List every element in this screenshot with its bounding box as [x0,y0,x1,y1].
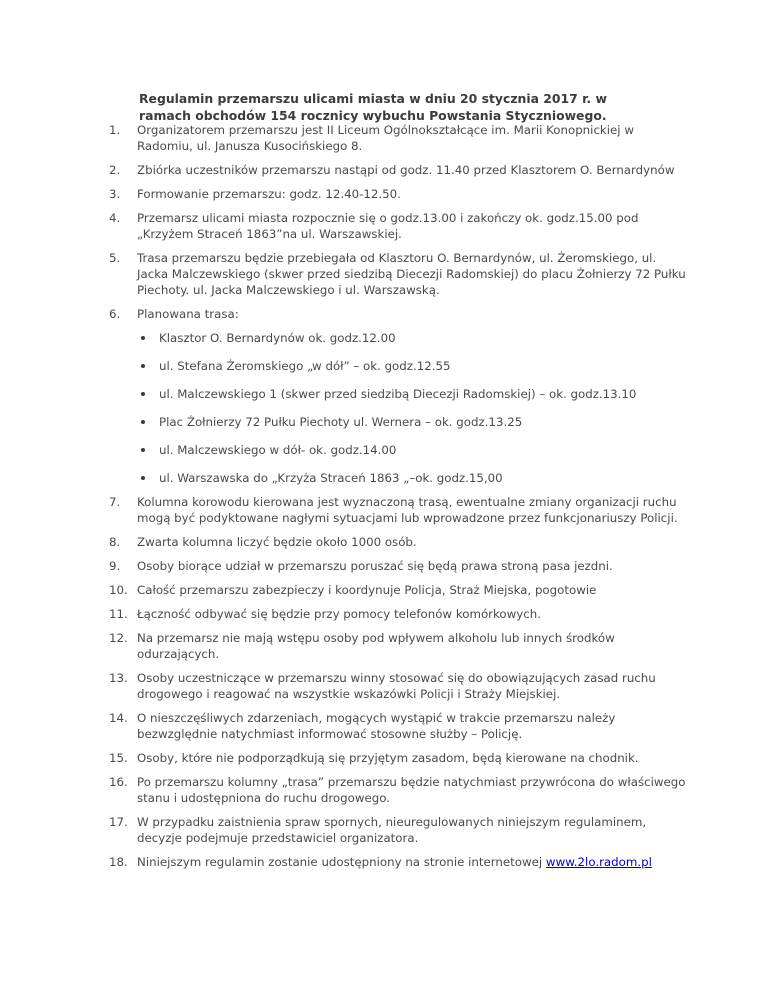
item-number: 16. [109,775,128,789]
item-text: Organizatorem przemarszu jest II Liceum Ogólnokształcące im. Marii Konopnickiej w Radomiu, ul. Janusza Kusocińskiego 8. [137,123,634,153]
list-item-4 [109,210,689,242]
list-item-12 [109,630,689,662]
item-number: 5. [109,251,121,265]
item-number: 15. [109,751,128,765]
list-item-1 [109,122,689,154]
list-item-6 [109,306,689,486]
item-text: Łączność odbywać się będzie przy pomocy telefonów komórkowych. [137,607,541,621]
item-number: 12. [109,631,128,645]
item-number: 3. [109,187,121,201]
bullet-icon [141,448,145,452]
item-text: Osoby, które nie podporządkują się przyjętym zasadom, będą kierowane na chodnik. [137,751,639,765]
item-text: Trasa przemarszu będzie przebiegała od Klasztoru O. Bernardynów, ul. Żeromskiego, ul. Jacka Malczewskiego (skwer przed siedzibą Diecezji Radomskiej) do placu Żołnierzy 72 Pułku Piechoty. ul. Jacka Malczewskiego i ul. Warszawską. [137,251,686,297]
bullet-icon [141,476,145,480]
bullet-icon [141,364,145,368]
item-number: 10. [109,583,128,597]
route-item [137,330,689,346]
list-item-7 [109,494,689,526]
route-text: ul. Malczewskiego w dół- ok. godz.14.00 [159,443,397,457]
bullet-icon [141,420,145,424]
route-item [137,414,689,430]
list-item-8 [109,534,689,550]
route-item [137,386,689,402]
item-number: 7. [109,495,121,509]
route-item [137,442,689,458]
item-text: Przemarsz ulicami miasta rozpocznie się o godz.13.00 i zakończy ok. godz.15.00 pod „Krzyżem Straceń 1863”na ul. Warszawskiej. [137,211,639,241]
bullet-icon [141,336,145,340]
item-number: 18. [109,855,128,869]
list-item-11 [109,606,689,622]
item-text: Planowana trasa: [137,307,239,321]
document-title: Regulamin przemarszu ulicami miasta w dniu 20 stycznia 2017 r. w ramach obchodów 154 rocznicy wybuchu Powstania Styczniowego. [139,91,607,123]
list-item-15 [109,750,689,766]
website-link[interactable]: www.2lo.radom.pl [545,855,652,869]
route-text: Klasztor O. Bernardynów ok. godz.12.00 [159,331,396,345]
item-number: 4. [109,211,121,225]
item-text: Niniejszym regulamin zostanie udostępniony na stronie internetowej [137,855,546,869]
route-text: Plac Żołnierzy 72 Pułku Piechoty ul. Wernera – ok. godz.13.25 [159,415,523,429]
item-text: Na przemarsz nie mają wstępu osoby pod wpływem alkoholu lub innych środków odurzających. [137,631,615,661]
item-text: W przypadku zaistnienia spraw spornych, nieuregulowanych niniejszym regulaminem, decyzje podejmuje przedstawiciel organizatora. [137,815,647,845]
item-number: 2. [109,163,121,177]
list-item-16 [109,774,689,806]
list-item-13 [109,670,689,702]
list-item-5 [109,250,689,298]
item-text: Zwarta kolumna liczyć będzie około 1000 osób. [137,535,417,549]
item-text: Osoby uczestniczące w przemarszu winny stosować się do obowiązujących zasad ruchu drogowego i reagować na wszystkie wskazówki Policji i Straży Miejskiej. [137,671,656,701]
list-item-9 [109,558,689,574]
item-text: O nieszczęśliwych zdarzeniach, mogących wystąpić w trakcie przemarszu należy bezwzględnie natychmiast informować stosowne służby – Policję. [137,711,616,741]
item-text: Po przemarszu kolumny „trasa” przemarszu będzie natychmiast przywrócona do właściwego stanu i udostępniona do ruchu drogowego. [137,775,686,805]
item-text: Formowanie przemarszu: godz. 12.40-12.50. [137,187,401,201]
item-text: Całość przemarszu zabezpieczy i koordynuje Policja, Straż Miejska, pogotowie [137,583,597,597]
route-item [137,470,689,486]
list-item-2 [109,162,689,178]
list-item-10 [109,582,689,598]
item-number: 17. [109,815,128,829]
route-list [137,330,689,486]
item-text: Kolumna korowodu kierowana jest wyznaczoną trasą, ewentualne zmiany organizacji ruchu mogą być podyktowane nagłymi sytuacjami lub wprowadzone przez funkcjonariuszy Policji. [137,495,678,525]
item-text: Osoby biorące udział w przemarszu poruszać się będą prawa stroną pasa jezdni. [137,559,613,573]
item-number: 9. [109,559,121,573]
bullet-icon [141,392,145,396]
item-number: 8. [109,535,121,549]
route-text: ul. Malczewskiego 1 (skwer przed siedzibą Diecezji Radomskiej) – ok. godz.13.10 [159,387,637,401]
regulations-list [109,122,689,878]
item-number: 1. [109,123,121,137]
list-item-18 [109,854,689,870]
item-number: 6. [109,307,121,321]
list-item-17 [109,814,689,846]
list-item-14 [109,710,689,742]
route-item [137,358,689,374]
route-text: ul. Warszawska do „Krzyża Straceń 1863 „–ok. godz.15,00 [159,471,503,485]
item-number: 11. [109,607,128,621]
list-item-3 [109,186,689,202]
route-text: ul. Stefana Żeromskiego „w dół” – ok. godz.12.55 [159,359,451,373]
item-text: Zbiórka uczestników przemarszu nastąpi od godz. 11.40 przed Klasztorem O. Bernardynów [137,163,675,177]
item-number: 13. [109,671,128,685]
item-number: 14. [109,711,128,725]
